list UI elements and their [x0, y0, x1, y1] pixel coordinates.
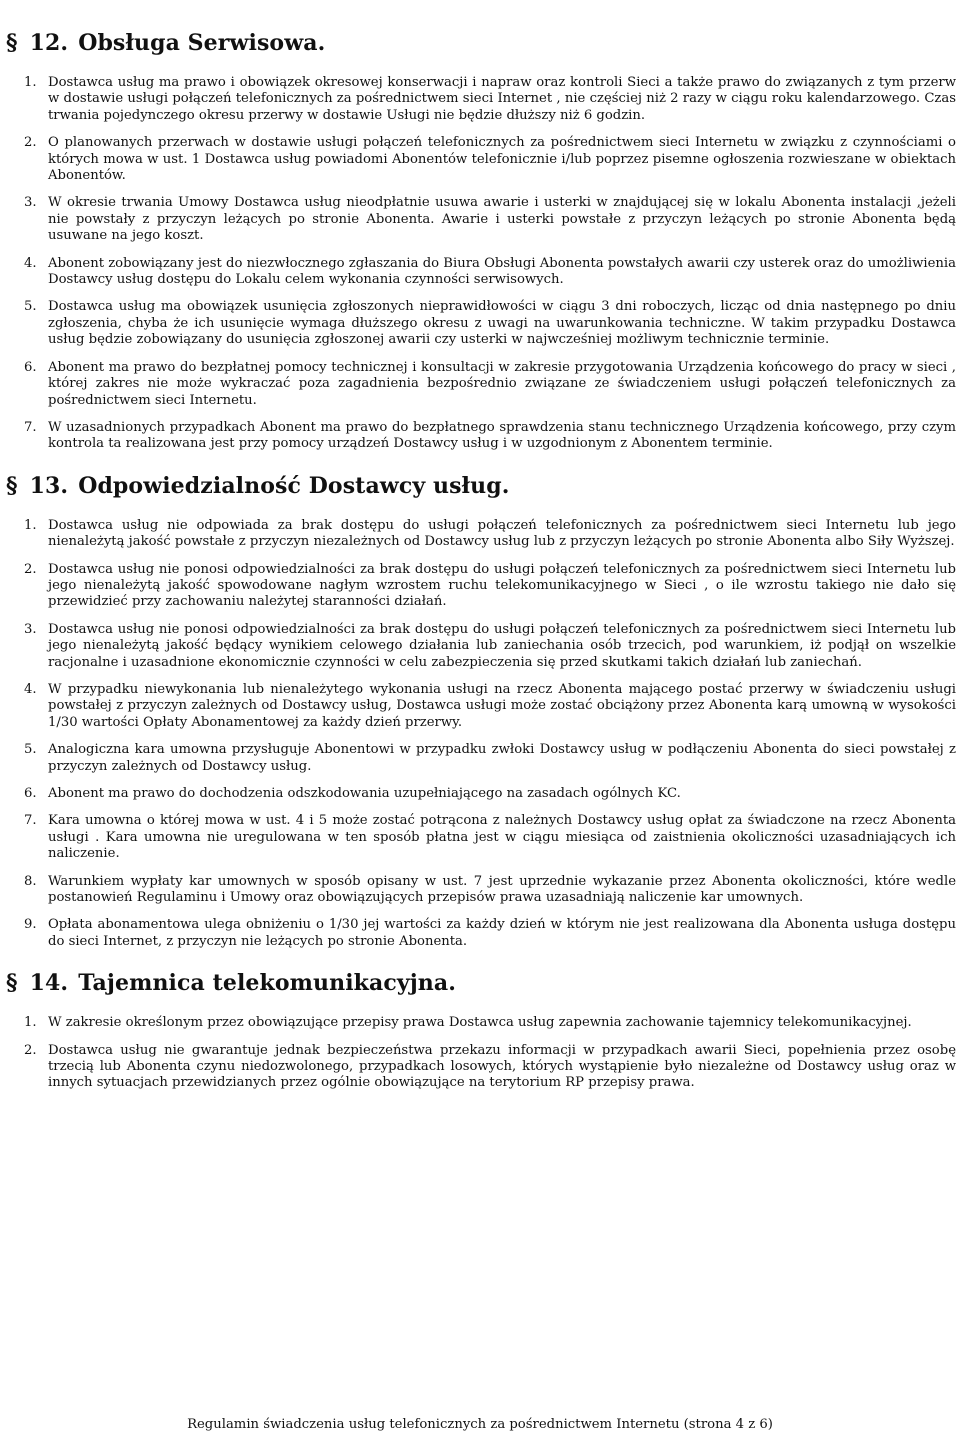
paragraph-text: W uzasadnionych przypadkach Abonent ma prawo do bezpłatnego sprawdzenia stanu technicznego Urządzenia końcowego, przy czym kontrola ta realizowana jest przy pomocy urządzeń Dostawcy usług i w uzgodnionym z Abonentem terminie.: [48, 419, 956, 452]
paragraph-text: Abonent zobowiązany jest do niezwłocznego zgłaszania do Biura Obsługi Abonenta powstałych awarii czy usterek oraz do umożliwienia Dostawcy usług dostępu do Lokalu celem wykonania czynności serwisowych.: [48, 255, 956, 288]
section-number: 13.: [29, 472, 69, 499]
paragraph-item: [4, 562, 956, 611]
section-number: 14.: [29, 970, 69, 997]
section-number: 12.: [29, 30, 69, 56]
paragraph-item: [4, 1015, 956, 1031]
paragraph-item: [4, 917, 956, 950]
paragraph-number: 1.: [24, 75, 37, 90]
paragraph-item: [4, 874, 956, 907]
paragraph-number: 6.: [24, 786, 37, 801]
paragraph-list: [4, 75, 956, 453]
paragraph-number: 1.: [24, 1015, 37, 1031]
paragraph-item: [4, 299, 956, 348]
paragraph-item: [4, 135, 956, 184]
paragraph-number: 4.: [24, 681, 37, 697]
paragraph-number: 2.: [24, 1042, 37, 1058]
paragraph-number: 9.: [24, 917, 37, 933]
paragraph-text: Warunkiem wypłaty kar umownych w sposób opisany w ust. 7 jest uprzednie wykazanie przez Abonenta okoliczności, które wedle postanowień Regulaminu i Umowy oraz obowiązujących przepisów prawa uzasadniają naliczenie kar umownych.: [48, 873, 956, 906]
paragraph-text: Dostawca usług nie gwarantuje jednak bezpieczeństwa przekazu informacji w przypadkach awarii Sieci, popełnienia przez osobę trzecią lub Abonenta czynu niedozwolonego, przypadkach losowych, których wystąpienie było niezależne od Dostawcy usług oraz w innych sytuacjach przewidzianych przez ogólnie obowiązujące na terytorium RP przepisy prawa.: [48, 1042, 956, 1091]
paragraph-text: Dostawca usług nie ponosi odpowiedzialności za brak dostępu do usługi połączeń telefonicznych za pośrednictwem sieci Internetu lub jego nienależytą jakość będący wynikiem celowego działania lub zaniechania osób trzecich, pod warunkiem, iż podjął on wszelkie racjonalne i uzasadnione ekonomicznie czynności w celu zabezpieczenia się przed skutkami takich działań lub zaniechań.: [48, 621, 956, 670]
section-sign: §: [6, 30, 18, 56]
section-sign: §: [6, 472, 18, 499]
paragraph-number: 8.: [24, 873, 37, 889]
paragraph-text: Dostawca usług ma obowiązek usunięcia zgłoszonych nieprawidłowości w ciągu 3 dni roboczych, licząc od dnia następnego po dniu zgłoszenia, chyba że ich usunięcie wymaga dłuższego okresu z uwagi na uwarunkowania techniczne. W takim przypadku Dostawca usług będzie zobowiązany do usunięcia zgłoszonej awarii czy usterki w najwcześniej możliwym technicznie terminie.: [48, 299, 956, 348]
section-title-text: Obsługa Serwisowa.: [78, 30, 326, 56]
paragraph-item: [4, 360, 956, 409]
paragraph-number: 6.: [24, 359, 37, 375]
section-title-text: Tajemnica telekomunikacyjna.: [78, 970, 457, 997]
page-footer: Regulamin świadczenia usług telefonicznych za pośrednictwem Internetu (strona 4 z 6): [187, 1417, 773, 1432]
paragraph-item: [4, 420, 956, 453]
section-heading: [6, 473, 956, 499]
section-13: [4, 473, 956, 951]
section-12: [4, 30, 956, 453]
paragraph-item: [4, 256, 956, 289]
paragraph-number: 7.: [24, 813, 37, 829]
section-title-text: Odpowiedzialność Dostawcy usług.: [78, 472, 510, 499]
paragraph-number: 2.: [24, 135, 37, 151]
section-14: [4, 970, 956, 1092]
paragraph-text: Analogiczna kara umowna przysługuje Abonentowi w przypadku zwłoki Dostawcy usług w podłączeniu Abonenta do sieci powstałej z przyczyn zależnych od Dostawcy usług.: [48, 742, 956, 774]
section-heading: [6, 30, 956, 56]
paragraph-text: Dostawca usług nie ponosi odpowiedzialności za brak dostępu do usługi połączeń telefonicznych za pośrednictwem sieci Internetu lub jego nienależytą jakość spowodowane nagłym wzrostem ruchu telekomunikacyjnego w Sieci , o ile wzrostu takiego nie dało się przewidzieć przy zachowaniu należytej staranności działań.: [48, 561, 956, 610]
paragraph-text: Dostawca usług nie odpowiada za brak dostępu do usługi połączeń telefonicznych za pośrednictwem sieci Internetu lub jego nienależytą jakość powstałe z przyczyn niezależnych od Dostawcy usług lub z przyczyn leżących po stronie Abonenta albo Siły Wyższej.: [48, 517, 956, 550]
paragraph-list: [4, 518, 956, 951]
paragraph-item: [4, 786, 956, 802]
paragraph-number: 5.: [24, 742, 37, 758]
paragraph-item: [4, 1043, 956, 1092]
paragraph-item: [4, 682, 956, 731]
paragraph-list: [4, 1015, 956, 1092]
paragraph-text: Dostawca usług ma prawo i obowiązek okresowej konserwacji i napraw oraz kontroli Sieci a także prawo do związanych z tym przerw w dostawie usługi połączeń telefonicznych za pośrednictwem sieci Internet , nie częściej niż 2 razy w ciągu roku kalendarzowego. Czas trwania pojedynczego okresu przerwy w dostawie Usługi nie będzie dłuższy niż 6 godzin.: [48, 75, 956, 123]
paragraph-number: 5.: [24, 299, 37, 315]
paragraph-number: 3.: [24, 195, 37, 211]
paragraph-text: Opłata abonamentowa ulega obniżeniu o 1/30 jej wartości za każdy dzień w którym nie jest realizowana dla Abonenta usługa dostępu do sieci Internet, z przyczyn nie leżących po stronie Abonenta.: [48, 917, 956, 949]
paragraph-number: 3.: [24, 621, 37, 637]
paragraph-text: Kara umowna o której mowa w ust. 4 i 5 może zostać potrącona z należnych Dostawcy usług opłat za świadczone na rzecz Abonenta usługi . Kara umowna nie uregulowana w ten sposób płatna jest w ciągu miesiąca od zaistnienia okoliczności uzasadniających ich naliczenie.: [48, 813, 956, 862]
paragraph-text: W przypadku niewykonania lub nienależytego wykonania usługi na rzecz Abonenta mającego postać przerwy w świadczeniu usługi powstałej z przyczyn zależnych od Dostawcy usług, Dostawca usługi może zostać obciążony przez Abonenta karą umowną w wysokości 1/30 wartości Opłaty Abonamentowej za każdy dzień przerwy.: [48, 681, 956, 730]
paragraph-item: [4, 518, 956, 551]
paragraph-item: [4, 622, 956, 671]
paragraph-text: Abonent ma prawo do bezpłatnej pomocy technicznej i konsultacji w zakresie przygotowania Urządzenia końcowego do pracy w sieci , której zakres nie może wykraczać poza zagadnienia bezpośrednio związane ze świadczeniem usługi połączeń telefonicznych za pośrednictwem sieci Internetu.: [48, 359, 956, 408]
paragraph-item: [4, 75, 956, 124]
paragraph-number: 2.: [24, 561, 37, 577]
paragraph-text: W zakresie określonym przez obowiązujące przepisy prawa Dostawca usług zapewnia zachowanie tajemnicy telekomunikacyjnej.: [48, 1015, 912, 1031]
paragraph-item: [4, 742, 956, 775]
paragraph-text: Abonent ma prawo do dochodzenia odszkodowania uzupełniającego na zasadach ogólnych KC.: [48, 786, 681, 801]
paragraph-item: [4, 813, 956, 862]
paragraph-item: [4, 195, 956, 244]
paragraph-number: 1.: [24, 517, 37, 533]
paragraph-number: 7.: [24, 419, 37, 435]
paragraph-text: O planowanych przerwach w dostawie usługi połączeń telefonicznych za pośrednictwem sieci Internetu w związku z czynnościami o których mowa w ust. 1 Dostawca usług powiadomi Abonentów telefonicznie i/lub poprzez pisemne ogłoszenia rozwieszane w obiektach Abonentów.: [48, 135, 956, 184]
paragraph-number: 4.: [24, 255, 37, 271]
paragraph-text: W okresie trwania Umowy Dostawca usług nieodpłatnie usuwa awarie i usterki w znajdującej się w lokalu Abonenta instalacji ,jeżeli nie powstały z przyczyn leżących po stronie Abonenta. Awarie i usterki powstałe z przyczyn leżących po stronie Abonenta będą usuwane na jego koszt.: [48, 195, 956, 244]
section-sign: §: [6, 970, 18, 997]
section-heading: [6, 970, 956, 996]
